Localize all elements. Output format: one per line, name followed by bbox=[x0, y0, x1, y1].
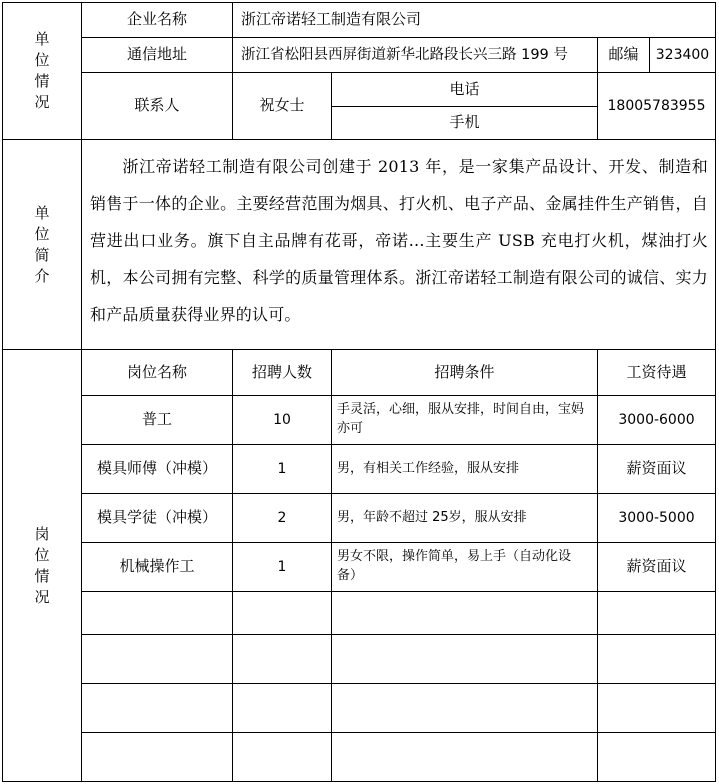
job-requirement: 手灵活，心细，服从安排，时间自由，宝妈亦可 bbox=[337, 402, 585, 436]
empty-table-row bbox=[82, 733, 715, 781]
job-count: 1 bbox=[277, 558, 287, 575]
job-title: 模具师傅（冲模） bbox=[96, 459, 217, 478]
job-requirement: 男女不限，操作简单，易上手（自动化设备） bbox=[337, 549, 572, 583]
job-header-title: 岗位名称 bbox=[126, 362, 187, 381]
job-salary: 薪资面议 bbox=[626, 459, 687, 478]
section-label-positions bbox=[3, 350, 81, 781]
contact-value: 祝女士 bbox=[259, 96, 305, 115]
section-label-char: 单 bbox=[34, 203, 50, 222]
section-label-char: 情 bbox=[34, 566, 50, 585]
empty-table-row bbox=[82, 592, 715, 634]
section-label-char: 情 bbox=[34, 72, 50, 90]
job-count: 2 bbox=[277, 509, 287, 526]
job-header-count: 招聘人数 bbox=[251, 362, 312, 381]
job-title: 模具学徒（冲模） bbox=[96, 508, 217, 527]
empty-table-row bbox=[82, 684, 715, 732]
job-header-salary: 工资待遇 bbox=[626, 362, 687, 381]
postcode-label: 邮编 bbox=[608, 45, 639, 64]
job-title: 普工 bbox=[141, 410, 172, 429]
section-label-char: 岗 bbox=[34, 524, 50, 543]
address-label: 通信地址 bbox=[126, 45, 187, 64]
company-intro bbox=[86, 142, 712, 348]
section-label-char: 位 bbox=[34, 224, 50, 243]
job-count: 10 bbox=[273, 411, 291, 428]
job-salary: 3000-6000 bbox=[618, 411, 695, 428]
section-label-char: 位 bbox=[34, 545, 50, 564]
mobile-label: 手机 bbox=[449, 113, 480, 132]
mobile-value: 18005783955 bbox=[607, 97, 706, 114]
job-requirement: 男，年龄不超过 25岁，服从安排 bbox=[337, 509, 527, 525]
section-label-char: 位 bbox=[34, 51, 50, 69]
section-label-char: 况 bbox=[34, 93, 50, 111]
section-label-char: 介 bbox=[34, 266, 50, 285]
section-label-unit-info bbox=[3, 3, 81, 139]
company-name-label: 企业名称 bbox=[126, 10, 187, 29]
company-name-value: 浙江帝诺轻工制造有限公司 bbox=[241, 10, 422, 29]
job-count: 1 bbox=[277, 460, 287, 477]
job-salary: 薪资面议 bbox=[626, 557, 687, 576]
section-label-char: 况 bbox=[34, 587, 50, 606]
contact-label: 联系人 bbox=[134, 96, 180, 115]
section-label-char: 简 bbox=[34, 245, 50, 264]
postcode-value: 323400 bbox=[655, 46, 710, 63]
section-label-unit-intro bbox=[3, 140, 81, 349]
section-label-char: 单 bbox=[34, 30, 50, 48]
job-title: 机械操作工 bbox=[119, 557, 195, 576]
address-value: 浙江省松阳县西屏街道新华北路段长兴三路 199 号 bbox=[241, 46, 568, 63]
job-requirement: 男，有相关工作经验，服从安排 bbox=[337, 460, 520, 476]
phone-label: 电话 bbox=[449, 79, 480, 98]
job-header-requirement: 招聘条件 bbox=[434, 362, 495, 381]
empty-table-row bbox=[82, 635, 715, 683]
company-intro-text: 浙江帝诺轻工制造有限公司创建于 2013 年，是一家集产品设计、开发、制造和销售于一体的企业。主要经营范围为烟具、打火机、电子产品、金属挂件生产销售，自营进出口业务。旗下自主品牌有花哥，帝诺...主要生产 USB 充电打火机，煤油打火机，本公司拥有完整、科学的质量管理体系。浙江帝诺轻工制造有限公司的诚信、实力和产品质量获得业界的认可。 bbox=[90, 157, 708, 324]
job-salary: 3000-5000 bbox=[618, 509, 695, 526]
